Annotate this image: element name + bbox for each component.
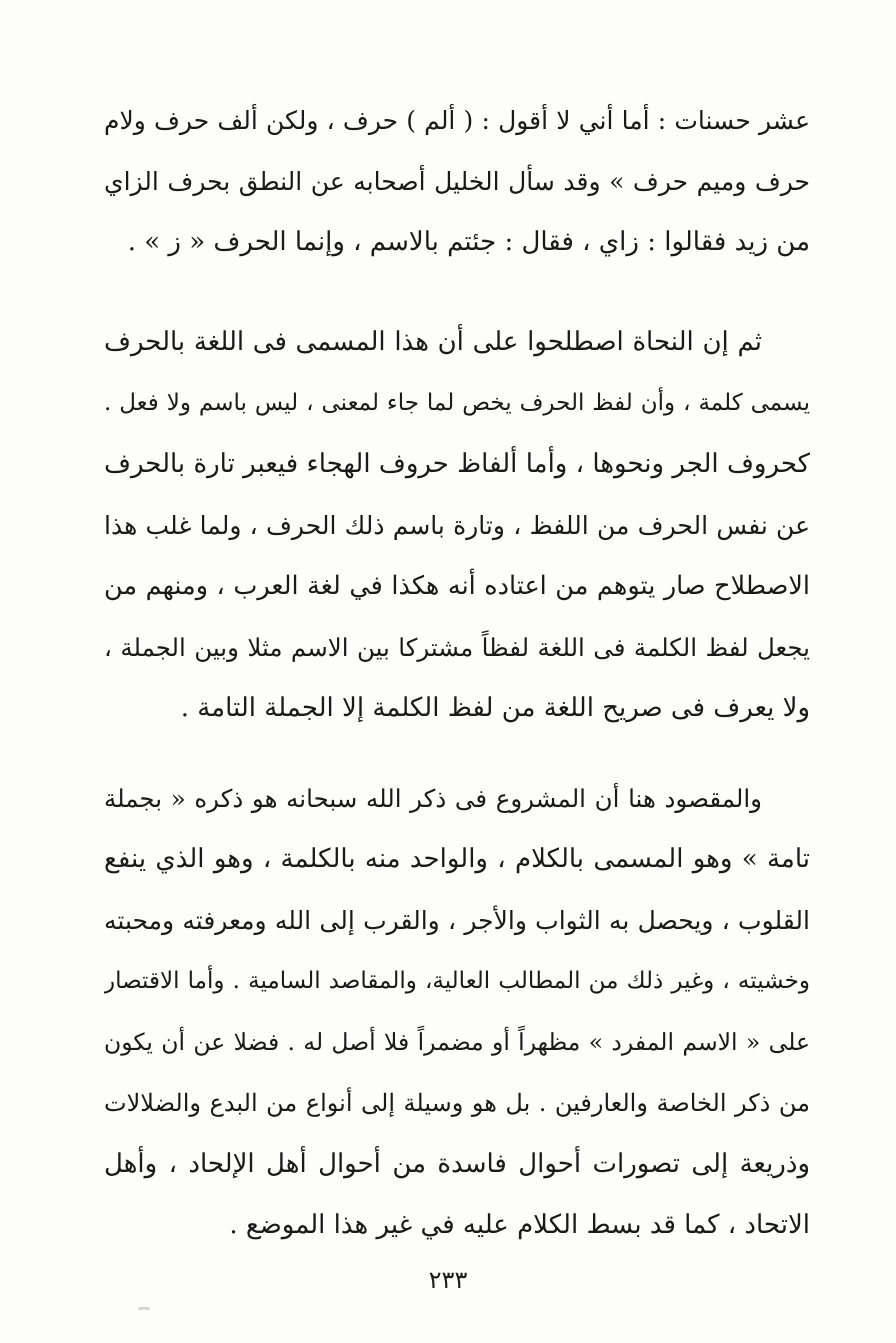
paragraph-3: [104, 768, 810, 1256]
paragraph-3-line-2: تامة » وهو المسمى بالكلام ، والواحد منه بالكلمة ، وهو الذي ينفع: [104, 844, 810, 874]
paragraph-3-line-7: وذريعة إلى تصورات أحوال فاسدة من أحوال أهل الإلحاد ، وأهل: [104, 1149, 810, 1179]
paragraph-2-line-5: الاصطلاح صار يتوهم من اعتاده أنه هكذا في لغة العرب ، ومنهم من: [104, 571, 810, 601]
paragraph-2-line-6: يجعل لفظ الكلمة فى اللغة لفظاً مشتركا بين الاسم مثلا وبين الجملة ،: [104, 633, 810, 662]
paragraph-1: [104, 90, 810, 273]
paragraph-3-line-6: من ذكر الخاصة والعارفين . بل هو وسيلة إلى أنواع من البدع والضلالات: [104, 1089, 810, 1117]
paragraph-3-line-3: القلوب ، ويحصل به الثواب والأجر ، والقرب إلى الله ومعرفته ومحبته: [104, 906, 810, 935]
paragraph-3-line-4: وخشيته ، وغير ذلك من المطالب العالية، والمقاصد السامية . وأما الاقتصار: [104, 968, 810, 994]
paragraph-2: [104, 312, 810, 739]
paragraph-2-line-4: عن نفس الحرف من اللفظ ، وتارة باسم ذلك الحرف ، ولما غلب هذا: [104, 511, 810, 540]
paragraph-2-line-7: ولا يعرف فى صريح اللغة من لفظ الكلمة إلا الجملة التامة .: [180, 693, 810, 723]
paragraph-1-line-3: من زيد فقالوا : زاي ، فقال : جئتم بالاسم ، وإنما الحرف « ز » .: [127, 227, 810, 257]
paragraph-1-line-1: عشر حسنات : أما أني لا أقول : ( ألم ) حرف ، ولكن ألف حرف ولام: [104, 106, 810, 135]
paragraph-2-line-3: كحروف الجر ونحوها ، وأما ألفاظ حروف الهجاء فيعبر تارة بالحرف: [104, 449, 810, 479]
scan-speck: [138, 1307, 150, 1310]
paragraph-3-line-1: والمقصود هنا أن المشروع فى ذكر الله سبحانه هو ذكره « بجملة: [104, 784, 762, 813]
page-number: ٢٣٣: [428, 1266, 468, 1294]
paragraph-2-line-1: ثم إن النحاة اصطلحوا على أن هذا المسمى فى اللغة بالحرف: [104, 327, 762, 357]
paragraph-3-line-8: الاتحاد ، كما قد بسط الكلام عليه في غير هذا الموضع .: [229, 1210, 810, 1240]
paragraph-3-line-5: على « الاسم المفرد » مظهراً أو مضمراً فلا أصل له . فضلا عن أن يكون: [104, 1028, 810, 1056]
paragraph-2-line-2: يسمى كلمة ، وأن لفظ الحرف يخص لما جاء لمعنى ، ليس باسم ولا فعل .: [104, 390, 810, 416]
paragraph-1-line-2: حرف وميم حرف » وقد سأل الخليل أصحابه عن النطق بحرف الزاي: [104, 167, 810, 196]
